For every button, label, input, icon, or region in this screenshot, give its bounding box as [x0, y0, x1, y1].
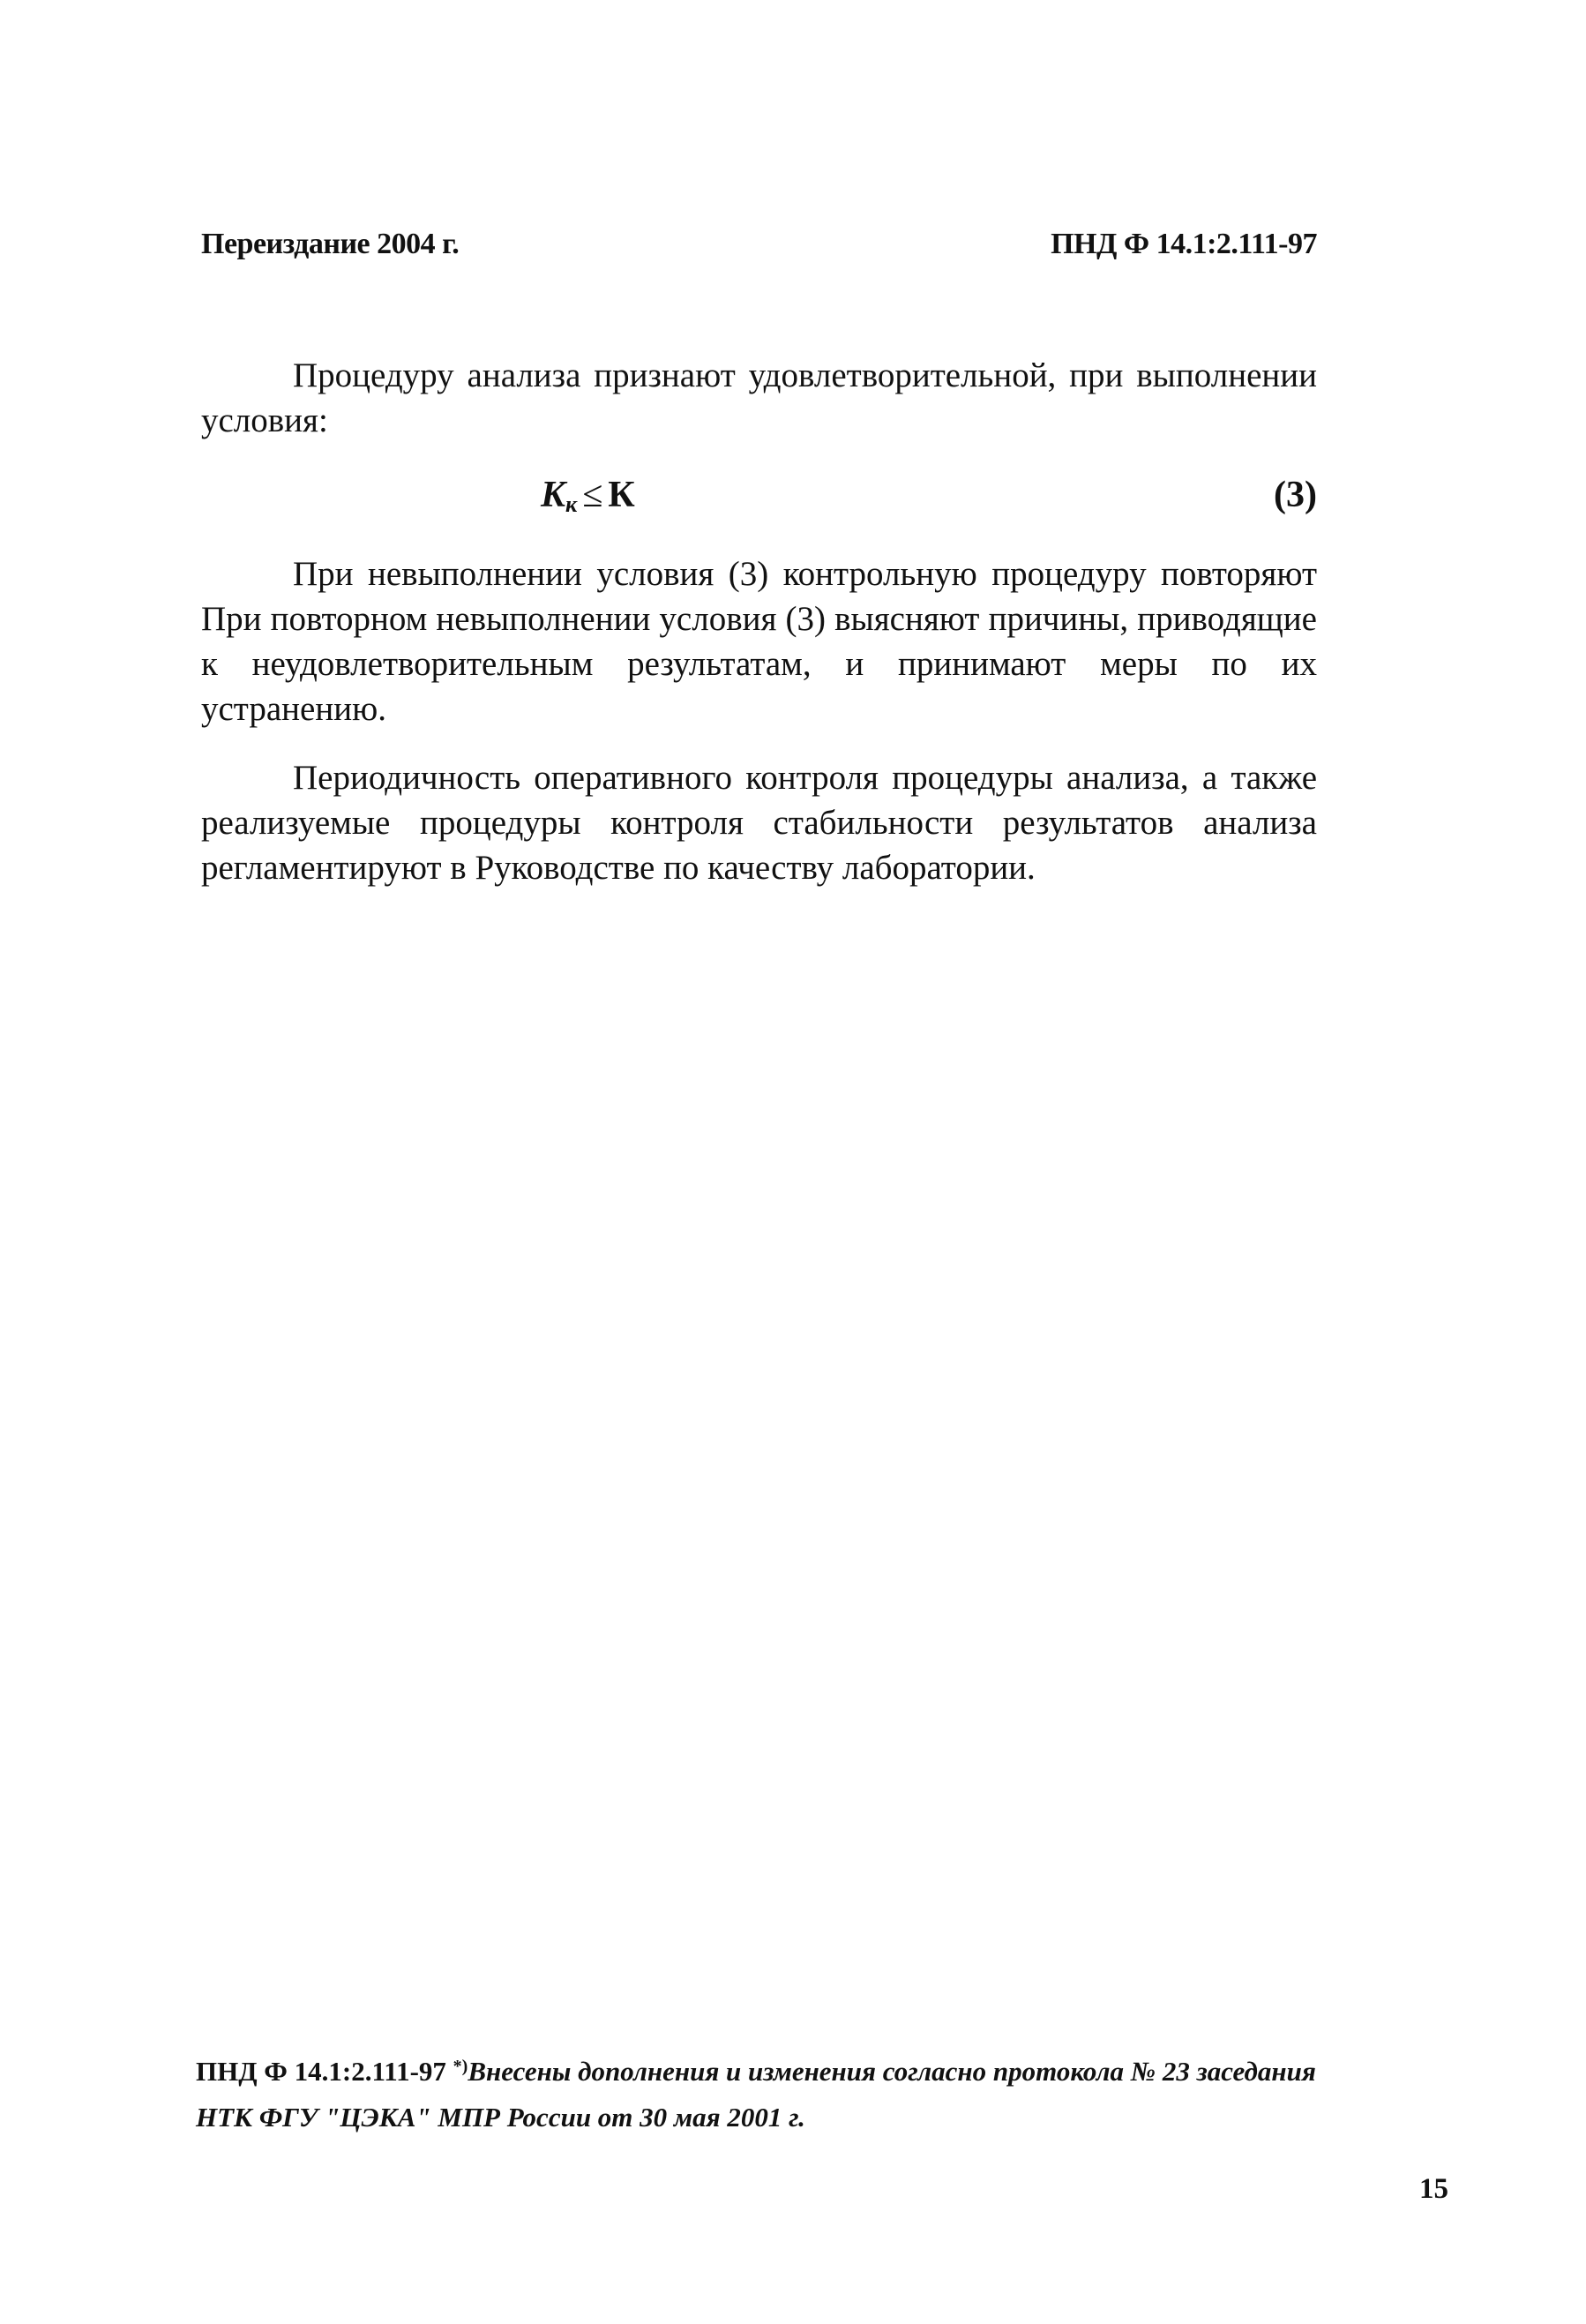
paragraph-text: Периодичность оперативного контроля процедуры анализа, а также реализуемые процедуры контроля стабильности результатов анализа регламентируют в Руководстве по качеству лаборатории.	[201, 759, 1317, 887]
paragraph-periodicity	[201, 755, 1317, 890]
formula-subscript: к	[565, 491, 578, 517]
paragraph-condition-intro	[201, 353, 1317, 443]
formula-symbol: K	[541, 475, 566, 515]
paragraph-repeat-procedure	[201, 551, 1317, 731]
footnote-mark: *)	[453, 2057, 468, 2076]
equation-number: (3)	[1274, 475, 1317, 515]
paragraph-text: При невыполнении условия (3) контрольную процедуру повторяют При повторном невыполнении условия (3) выясняют причины, приводящие к неудовлетворительным результатам, и принимают меры по их устранению.	[201, 555, 1317, 728]
footnote-code: ПНД Ф 14.1:2.111-97	[196, 2056, 446, 2087]
footnote-text: Внесены дополнения и изменения согласно протокола № 23 заседания НТК ФГУ "ЦЭКА" МПР России от 30 мая 2001 г.	[196, 2056, 1316, 2133]
header-reissue-label: Переиздание 2004 г.	[201, 228, 460, 260]
formula-row	[201, 474, 1317, 527]
formula	[541, 474, 635, 518]
page-number: 15	[1419, 2173, 1448, 2205]
formula-rhs: К	[608, 475, 635, 515]
paragraph-text: Процедуру анализа признают удовлетворительной, при выполнении условия:	[201, 356, 1317, 439]
header-document-code: ПНД Ф 14.1:2.111-97	[1051, 228, 1317, 260]
footnote	[196, 2043, 1334, 2140]
formula-relation: ≤	[582, 475, 603, 515]
